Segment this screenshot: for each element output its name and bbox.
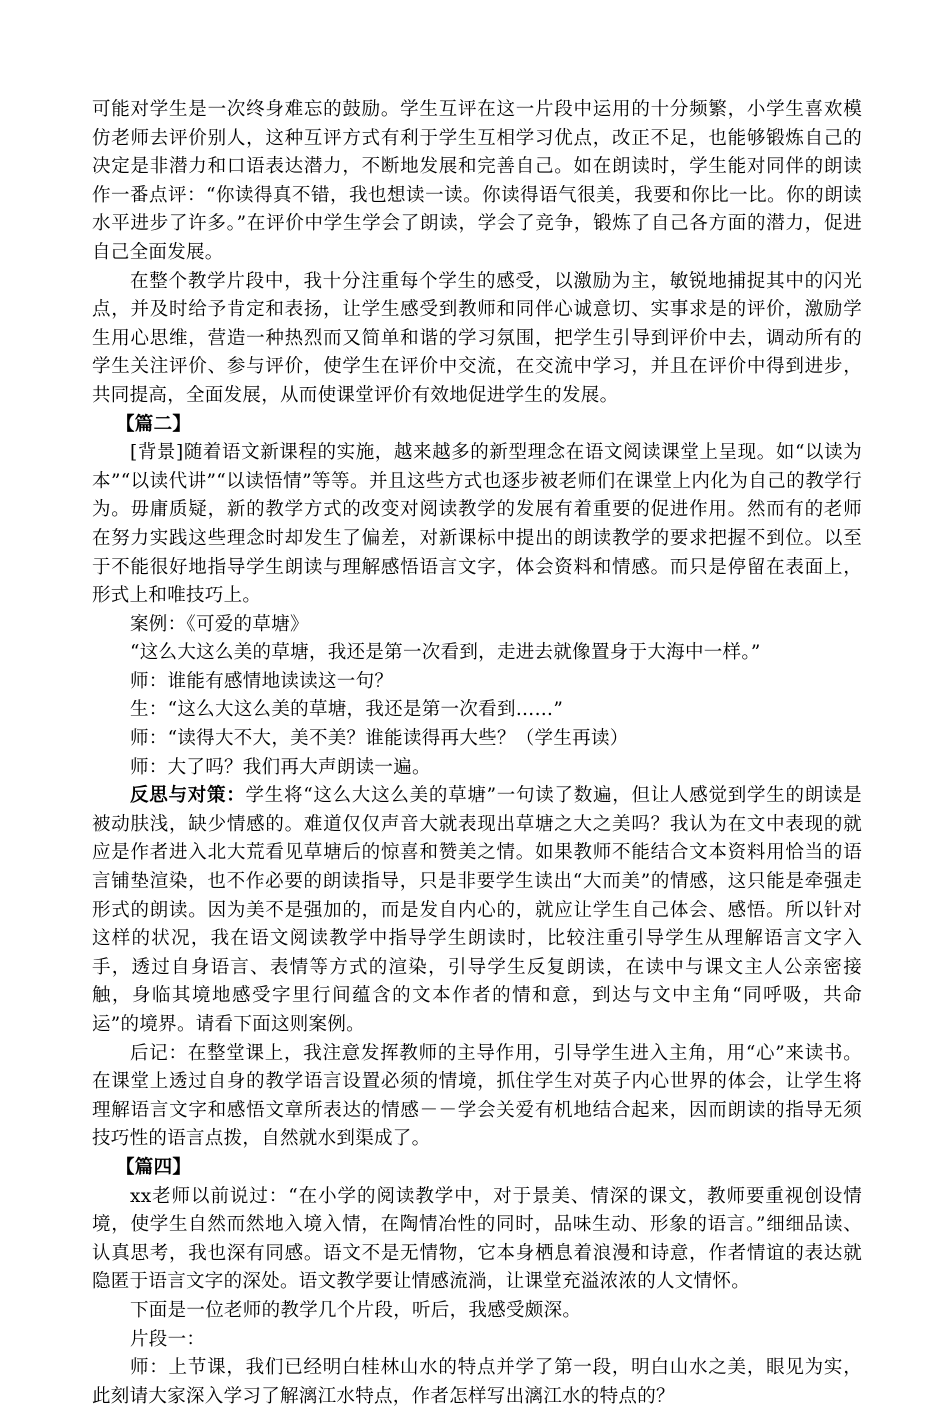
paragraph-teacher-quote: xx老师以前说过：“在小学的阅读教学中，对于景美、情深的课文，教师要重视创设情境，使学生自然而然地入境入情，在陶情冶性的同时，品味生动、形象的语言。”细细品读、认真思考，我也深有同感。语文不是无情物，它本身栖息着浪漫和诗意，作者情谊的表达就隐匿于语言文字的深处。语文教学要让情感流淌，让课堂充溢浓浓的人文情怀。 — [92, 1185, 862, 1293]
dialogue-teacher-3: 师：大了吗？我们再大声朗读一遍。 — [130, 756, 431, 778]
paragraph-background: [背景]随着语文新课程的实施，越来越多的新型理念在语文阅读课堂上呈现。如“以读为本”“以读代讲”“以读悟情”等等。并且这些方式也逐步被老师们在课堂上内化为自己的教学行为。毋庸质疑，新的教学方式的改变对阅读教学的发展有着重要的促进作用。然而有的老师在努力实践这些理念时却发生了偏差，对新课标中提出的朗读教学的要求把握不到位。以至于不能很好地指导学生朗读与理解感悟语言文字，体会资料和情感。而只是停留在表面上，形式上和唯技巧上。 — [92, 442, 862, 607]
paragraph-teaching-summary: 在整个教学片段中，我十分注重每个学生的感受，以激励为主，敏锐地捕捉其中的闪光点，并及时给予肯定和表扬，让学生感受到教师和同伴心诚意切、实事求是的评价，激励学生用心思维，营造一种热烈而又简单和谐的学习氛围，把学生引导到评价中去，调动所有的学生关注评价、参与评价，使学生在评价中交流，在交流中学习，并且在评价中得到进步，共同提高，全面发展，从而使课堂评价有效地促进学生的发展。 — [92, 270, 862, 406]
document-page — [92, 96, 862, 1411]
dialogue-fragment-one-teacher: 师：上节课，我们已经明白桂林山水的特点并学了第一段，明白山水之美，眼见为实，此刻请大家深入学习了解漓江水特点，作者怎样写出漓江水的特点的？ — [92, 1357, 862, 1407]
paragraph-evaluation-continued: 可能对学生是一次终身难忘的鼓励。学生互评在这一片段中运用的十分频繁，小学生喜欢模仿老师去评价别人，这种互评方式有利于学生互相学习优点，改正不足，也能够锻炼自己的决定是非潜力和口语表达潜力，不断地发展和完善自己。如在朗读时，学生能对同伴的朗读作一番点评：“你读得真不错，我也想读一读。你读得语气很美，我要和你比一比。你的朗读水平进步了许多。”在评价中学生学会了朗读，学会了竞争，锻炼了自己各方面的潜力，促进自己全面发展。 — [92, 99, 862, 263]
paragraph-quote-text: “这么大这么美的草塘，我还是第一次看到，走进去就像置身于大海中一样。” — [130, 642, 761, 664]
paragraph-fragment-one-label: 片段一： — [130, 1328, 206, 1350]
dialogue-teacher-2: 师：“读得大不大，美不美？谁能读得再大些？（学生再读） — [130, 728, 629, 750]
paragraph-case-title: 案例：《可爱的草塘》 — [130, 613, 309, 635]
paragraph-postscript: 后记：在整堂课上，我注意发挥教师的主导作用，引导学生进入主角，用“心”来读书。在课堂上透过自身的教学语言设置必须的情境，抓住学生对英子内心世界的体会，让学生将理解语言文字和感悟文章所表达的情感－－学会关爱有机地结合起来，因而朗读的指导无须技巧性的语言点拨，自然就水到渠成了。 — [92, 1042, 862, 1150]
reflection-text: 学生将“这么大这么美的草塘”一句读了数遍，但让人感觉到学生的朗读是被动肤浅，缺少情感的。难道仅仅声音大就表现出草塘之大之美吗？我认为在文中表现的就应是作者进入北大荒看见草塘后的惊喜和赞美之情。如果教师不能结合文本资料用恰当的语言铺垫渲染，也不作必要的朗读指导，只是非要学生读出“大而美”的情感，这只能是牵强走形式的朗读。因为美不是强加的，而是发自内心的，就应让学生自己体会、感悟。所以针对这样的状况，我在语文阅读教学中指导学生朗读时，比较注重引导学生从理解语言文字入手，透过自身语言、表情等方式的渲染，引导学生反复朗读，在读中与课文主人公亲密接触，身临其境地感受字里行间蕴含的文本作者的情和意，到达与文中主角“同呼吸，共命运”的境界。请看下面这则案例。 — [92, 785, 862, 1035]
reflection-label: 反思与对策： — [130, 785, 246, 807]
section-heading-part-four: 【篇四】 — [116, 1156, 192, 1178]
paragraph-reflection — [92, 782, 862, 1039]
paragraph-intro-fragments: 下面是一位老师的教学几个片段，听后，我感受颇深。 — [130, 1299, 582, 1321]
dialogue-teacher-1: 师：谁能有感情地读读这一句？ — [130, 670, 394, 692]
section-heading-part-two: 【篇二】 — [116, 413, 192, 435]
dialogue-student-1: 生：“这么大这么美的草塘，我还是第一次看到……” — [130, 699, 564, 721]
